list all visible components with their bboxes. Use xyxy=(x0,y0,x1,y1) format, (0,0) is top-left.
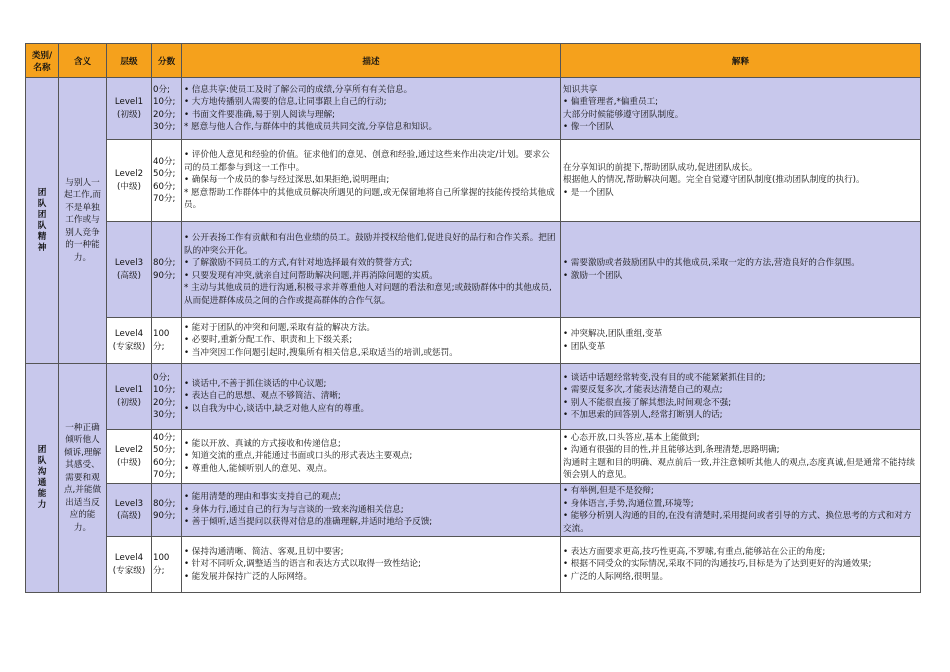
description-line: • 身体力行,通过自己的行为与言谈的一致来沟通相关信息; xyxy=(184,504,404,515)
category-char: 团 xyxy=(37,445,47,455)
score-cell xyxy=(152,140,182,222)
level-name: Level1 xyxy=(114,97,144,107)
level-sub: (专家级) xyxy=(112,565,146,576)
explanation-line: • 有举例,但是不是狡辩; xyxy=(563,486,654,496)
meaning-cell: 与别人一起工作,而不是单独工作或与别人竞争的一种能力。 xyxy=(59,78,107,364)
header-description: 描述 xyxy=(182,44,561,78)
explanation-line: • 别人不能很直接了解其想法,时间观念不强; xyxy=(563,397,732,408)
category-char: 沟 xyxy=(37,467,47,477)
description-cell xyxy=(182,78,561,140)
description-line: • 能对于团队的冲突和问题,采取有益的解决方法。 xyxy=(184,322,376,333)
header-category: 类别/名称 xyxy=(26,44,59,78)
category-char: 力 xyxy=(37,500,47,510)
category-char: 精 xyxy=(37,231,47,242)
explanation-cell xyxy=(561,78,921,140)
description-line: • 能以开放、真诚的方式接收和传递信息; xyxy=(184,438,341,449)
score-cell xyxy=(152,364,182,430)
explanation-cell xyxy=(561,222,921,318)
explanation-line: 沟通时主题和目的明确、观点前后一致,并注意倾听其他人的观点,态度真诚,但是通常不能持续领会别人的意见。 xyxy=(563,457,915,480)
description-line: • 能用清楚的理由和事实支持自己的观点; xyxy=(184,492,341,503)
description-line: • 保持沟通清晰、简洁、客观,且切中要害; xyxy=(184,546,344,557)
level-cell xyxy=(107,140,152,222)
description-cell xyxy=(182,537,561,593)
score-value: 0分; xyxy=(153,372,170,383)
explanation-line: • 根据不同受众的实际情况,采取不同的沟通技巧,目标是为了达到更好的沟通效果; xyxy=(563,559,872,570)
score-cell xyxy=(152,318,182,364)
category-char: 团 xyxy=(37,209,47,220)
description-line: • 知道交流的重点,并能通过书面或口头的形式表达主要观点; xyxy=(184,451,413,462)
explanation-line: 在分享知识的前提下,帮助团队成功,促进团队成长。 xyxy=(563,162,758,173)
competency-table xyxy=(25,43,921,593)
score-value: 30分; xyxy=(153,122,176,132)
description-line: • 大方地传播别人需要的信息,让同事跟上自己的行动; xyxy=(184,97,387,107)
description-line: • 善于倾听,适当提问以获得对信息的准确理解,并适时地给予反馈; xyxy=(184,517,433,528)
score-cell xyxy=(152,78,182,140)
score-value: 100分; xyxy=(153,329,170,352)
explanation-cell xyxy=(561,318,921,364)
category-char: 能 xyxy=(37,489,47,499)
table-body xyxy=(26,78,921,593)
score-value: 40分; xyxy=(153,432,176,443)
level-name: Level4 xyxy=(114,553,144,563)
score-cell xyxy=(152,222,182,318)
level-cell xyxy=(107,430,152,484)
table-row xyxy=(26,222,921,318)
explanation-line: • 能够分析别人沟通的目的,在没有清楚时,采用提问或者引导的方式、换位思考的方式和对方交流。 xyxy=(563,511,912,534)
level-cell xyxy=(107,318,152,364)
explanation-line: • 谈话中话题经常转变,没有目的或不能紧紧抓住目的; xyxy=(563,372,766,383)
table-row xyxy=(26,318,921,364)
explanation-line: • 沟通有很强的目的性,并且能够达到,条理清楚,思路明确; xyxy=(563,445,780,455)
level-name: Level1 xyxy=(114,385,144,395)
score-value: 90分; xyxy=(153,270,176,281)
description-line: • 能发展并保持广泛的人际网络。 xyxy=(184,571,313,582)
score-value: 60分; xyxy=(153,181,176,192)
table-row xyxy=(26,430,921,484)
explanation-line: • 不加思索的回答别人,经常打断别人的话; xyxy=(563,410,723,420)
description-line: • 表达自己的思想、观点不够简洁、清晰; xyxy=(184,391,341,402)
description-line: • 只要发现有冲突,就亲自过问帮助解决问题,并再消除问题的实质。 xyxy=(184,270,438,281)
header-meaning: 含义 xyxy=(59,44,107,78)
explanation-line: • 激励一个团队 xyxy=(563,270,623,281)
category-cell xyxy=(26,364,59,593)
explanation-cell xyxy=(561,484,921,537)
score-cell xyxy=(152,537,182,593)
description-line: • 公开表扬工作有贡献和有出色业绩的员工。鼓励并授权给他们,促进良好的品行和合作关系。把团队的冲突公开化。 xyxy=(184,233,556,256)
description-line: • 确保每一个成员的参与经过深思,如果拒绝,说明理由; xyxy=(184,175,390,186)
explanation-line: • 需要激励或者鼓励团队中的其他成员,采取一定的方法,营造良好的合作氛围。 xyxy=(563,258,860,268)
level-name: Level2 xyxy=(114,169,144,179)
description-line: • 针对不同听众,调整适当的语言和表达方式以取得一致性结论; xyxy=(184,559,421,570)
table-row xyxy=(26,484,921,537)
score-value: 60分; xyxy=(153,457,176,468)
category-char: 通 xyxy=(37,478,47,488)
explanation-cell xyxy=(561,430,921,484)
explanation-line: • 冲突解决,团队重组,变革 xyxy=(563,329,663,339)
score-value: 10分; xyxy=(153,97,176,107)
table-row xyxy=(26,537,921,593)
explanation-line: • 身体语言,手势,沟通位置,环境等; xyxy=(563,498,694,509)
score-value: 50分; xyxy=(153,445,176,455)
description-line: • 当冲突因工作问题引起时,搜集所有相关信息,采取适当的培训,或惩罚。 xyxy=(184,347,458,358)
description-cell xyxy=(182,364,561,430)
score-value: 70分; xyxy=(153,194,176,204)
score-value: 80分; xyxy=(153,258,176,268)
description-cell xyxy=(182,430,561,484)
level-sub: (初级) xyxy=(117,397,141,408)
description-line: * 愿意帮助工作群体中的其他成员解决所遇见的问题,或无保留地将自己所掌握的技能传授给其他成员。 xyxy=(184,187,555,211)
level-name: Level2 xyxy=(114,445,144,455)
description-line: • 信息共享:使员工及时了解公司的成绩,分享所有有关信息。 xyxy=(184,84,413,95)
header-level: 层级 xyxy=(107,44,152,78)
table-row xyxy=(26,78,921,140)
explanation-cell xyxy=(561,364,921,430)
score-value: 80分; xyxy=(153,498,176,509)
description-line: * 主动与其他成员的进行沟通,积极寻求并尊重他人对问题的看法和意见;或鼓励群体中的其他成员,从而促进群体成员之间的合作或提高群体的合作气氛。 xyxy=(184,283,552,306)
explanation-line: • 是一个团队 xyxy=(563,187,614,198)
table-row xyxy=(26,364,921,430)
score-value: 10分; xyxy=(153,385,176,395)
score-value: 20分; xyxy=(153,397,176,408)
description-line: • 评价他人意见和经验的价值。征求他们的意见、创意和经验,通过这些来作出决定/计划。要求公司的员工都参与到这一工作中。 xyxy=(184,150,550,173)
description-line: • 以自我为中心,谈话中,缺乏对他人应有的尊重。 xyxy=(184,403,370,414)
explanation-line: • 团队变革 xyxy=(563,341,606,352)
score-value: 50分; xyxy=(153,169,176,179)
meaning-cell: 一种正确倾听他人倾诉,理解其感受、需要和观点,并能做出适当反应的能力。 xyxy=(59,364,107,593)
score-value: 40分; xyxy=(153,156,176,167)
score-value: 70分; xyxy=(153,470,176,480)
explanation-cell xyxy=(561,537,921,593)
score-value: 20分; xyxy=(153,109,176,120)
level-name: Level3 xyxy=(114,498,144,509)
description-cell xyxy=(182,484,561,537)
explanation-line: • 广泛的人际网络,很明显。 xyxy=(563,571,669,582)
category-char: 队 xyxy=(37,198,47,209)
explanation-line: 根据他人的情况,帮助解决问题。完全自觉遵守团队制度(推动团队制度的执行)。 xyxy=(563,175,865,186)
description-cell xyxy=(182,318,561,364)
level-name: Level4 xyxy=(114,329,144,339)
description-line: • 谈话中,不善于抓住谈话的中心议题; xyxy=(184,378,327,389)
header-row xyxy=(26,44,921,78)
explanation-line: 大部分时候能够遵守团队制度。 xyxy=(563,109,684,120)
level-cell xyxy=(107,364,152,430)
score-value: 100分; xyxy=(153,553,170,576)
score-cell xyxy=(152,430,182,484)
level-name: Level3 xyxy=(114,258,144,268)
category-char: 神 xyxy=(37,242,47,253)
table-row xyxy=(26,140,921,222)
level-cell xyxy=(107,484,152,537)
level-cell xyxy=(107,222,152,318)
level-cell xyxy=(107,537,152,593)
explanation-line: • 需要反复多次,才能表达清楚自己的观点; xyxy=(563,385,723,395)
header-score: 分数 xyxy=(152,44,182,78)
category-char: 队 xyxy=(37,220,47,231)
score-value: 0分; xyxy=(153,84,170,95)
level-cell xyxy=(107,78,152,140)
level-sub: (专家级) xyxy=(112,341,146,352)
score-value: 90分; xyxy=(153,511,176,521)
explanation-cell xyxy=(561,140,921,222)
description-line: • 书面文件要准确,易于别人阅读与理解; xyxy=(184,109,335,120)
description-cell xyxy=(182,222,561,318)
level-sub: (初级) xyxy=(117,109,141,120)
explanation-line: • 心态开放,口头答应,基本上能做到; xyxy=(563,432,700,443)
explanation-line: • 像一个团队 xyxy=(563,122,614,132)
level-sub: (中级) xyxy=(117,457,141,468)
description-cell xyxy=(182,140,561,222)
description-line: • 了解激励不同员工的方式,有针对地选择最有效的赞誉方式; xyxy=(184,258,413,268)
category-char: 队 xyxy=(37,456,47,466)
header-explanation: 解释 xyxy=(561,44,921,78)
explanation-line: • 表达方面要求更高,技巧性更高,不罗嗦,有重点,能够站在公正的角度; xyxy=(563,546,826,557)
score-value: 30分; xyxy=(153,410,176,420)
description-line: • 必要时,重新分配工作、职责和上下级关系; xyxy=(184,335,353,346)
level-sub: (高级) xyxy=(117,511,141,521)
description-line: • 尊重他人,能倾听别人的意见、观点。 xyxy=(184,463,333,474)
category-cell xyxy=(26,78,59,364)
level-sub: (高级) xyxy=(117,270,141,281)
description-line: * 愿意与他人合作,与群体中的其他成员共同交流,分享信息和知识。 xyxy=(184,122,438,132)
category-char: 团 xyxy=(37,187,47,198)
explanation-line: • 偏重管理者,*偏重员工; xyxy=(563,97,659,107)
score-cell xyxy=(152,484,182,537)
explanation-line: 知识共享 xyxy=(563,84,598,95)
level-sub: (中级) xyxy=(117,181,141,192)
